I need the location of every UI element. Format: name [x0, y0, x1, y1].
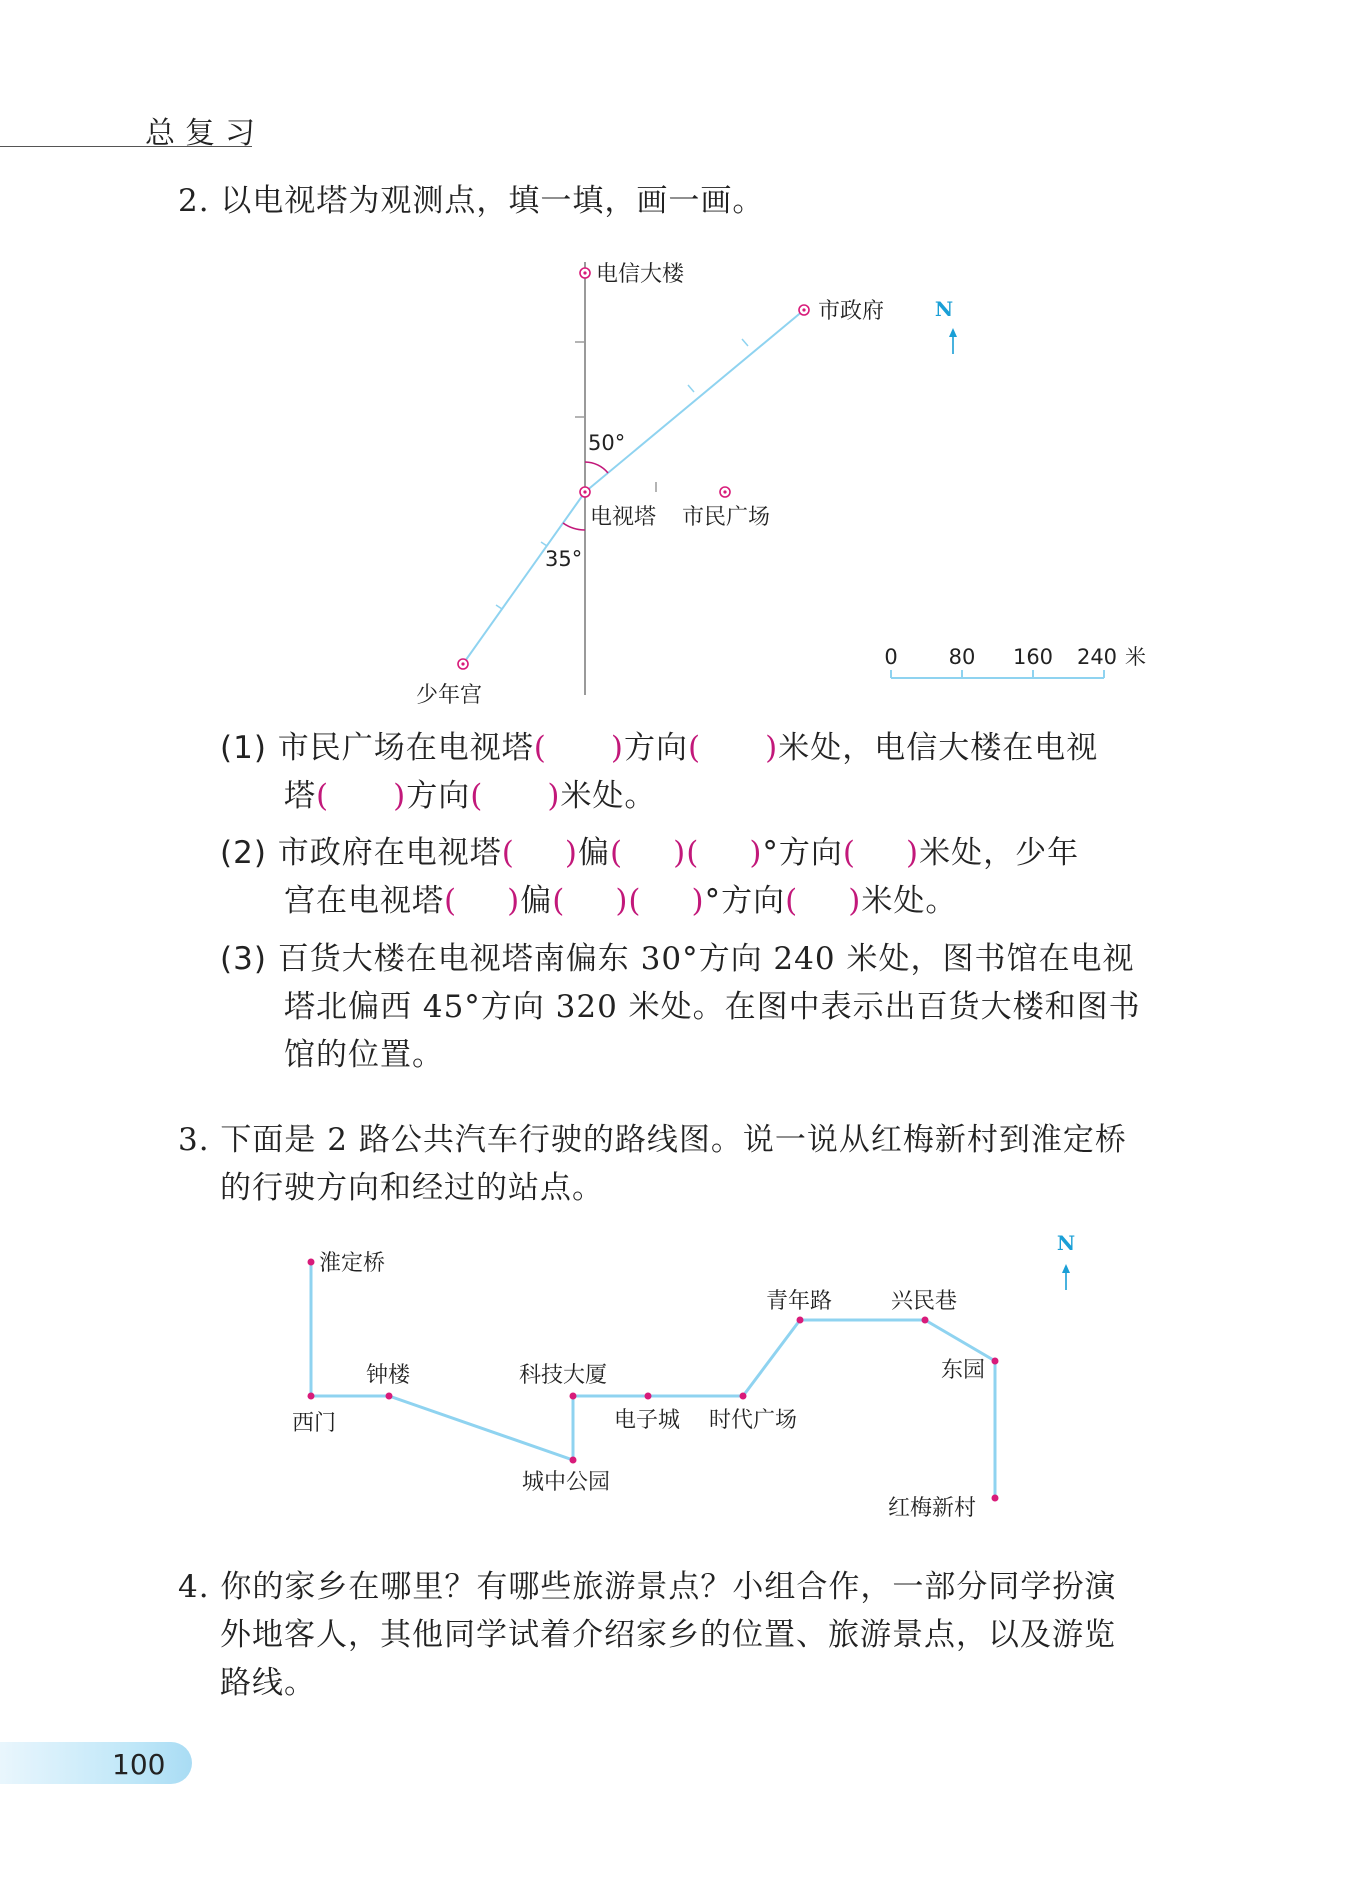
ray-city-hall	[585, 310, 804, 492]
label-telecom: 电信大楼	[596, 262, 685, 287]
sub-question-3-line-3: 馆的位置。	[284, 1037, 444, 1073]
stop-huaidingqiao	[308, 1259, 315, 1266]
stop-ximen	[308, 1393, 315, 1400]
svg-text:N: N	[934, 297, 954, 321]
bus-route-map	[0, 1220, 1353, 1540]
north-arrow-2	[1057, 1231, 1075, 1290]
stop-qingnian	[797, 1317, 804, 1324]
stop-shidai	[740, 1393, 747, 1400]
svg-text:米: 米	[1125, 645, 1146, 669]
label-city-hall: 市政府	[818, 299, 885, 324]
point-plaza	[720, 487, 730, 497]
angle-arc-50	[585, 462, 608, 473]
svg-text:80: 80	[948, 645, 976, 669]
stop-keji	[570, 1393, 577, 1400]
page-number: 100	[112, 1748, 166, 1781]
svg-text:N: N	[1056, 1231, 1076, 1255]
label-dongyuan: 东园	[941, 1358, 986, 1383]
svg-text:160: 160	[1012, 645, 1054, 669]
sub-question-2-line-1: (2) 市政府在电视塔( )偏( )( )°方向( )米处，少年	[220, 835, 1080, 871]
point-telecom	[580, 268, 590, 278]
label-hongmei: 红梅新村	[888, 1496, 977, 1521]
label-zhonglou: 钟楼	[366, 1363, 411, 1388]
svg-text:0: 0	[884, 645, 898, 669]
question-4-line-1: 4. 你的家乡在哪里？有哪些旅游景点？小组合作，一部分同学扮演	[178, 1569, 1117, 1605]
label-xingmin: 兴民巷	[891, 1289, 958, 1314]
point-city-hall	[799, 305, 809, 315]
label-keji: 科技大厦	[519, 1363, 608, 1388]
label-plaza: 市民广场	[682, 505, 771, 530]
question-4-line-3: 路线。	[220, 1665, 316, 1701]
label-shidai: 时代广场	[709, 1408, 798, 1433]
north-arrow-1	[935, 297, 957, 354]
stop-zhonglou	[386, 1393, 393, 1400]
label-ximen: 西门	[292, 1411, 337, 1436]
question-2: 2. 以电视塔为观测点，填一填，画一画。	[178, 183, 765, 219]
point-tv-tower	[580, 487, 590, 497]
question-3-line-1: 3. 下面是 2 路公共汽车行驶的路线图。说一说从红梅新村到淮定桥	[178, 1122, 1127, 1158]
sub-question-1-line-1: (1) 市民广场在电视塔( )方向( )米处，电信大楼在电视	[220, 730, 1099, 766]
ray-youth-palace	[463, 492, 585, 664]
sub-question-3-line-1: (3) 百货大楼在电视塔南偏东 30°方向 240 米处，图书馆在电视	[220, 941, 1135, 977]
label-youth-palace: 少年宫	[416, 683, 483, 708]
section-title: 总复习	[145, 116, 265, 151]
stop-hongmei	[992, 1495, 999, 1502]
sub-question-3-line-2: 塔北偏西 45°方向 320 米处。在图中表示出百货大楼和图书	[284, 989, 1141, 1025]
point-youth-palace	[458, 659, 468, 669]
label-tv-tower: 电视塔	[590, 505, 657, 530]
label-qingnian: 青年路	[766, 1289, 833, 1314]
angle-label-50: 50°	[588, 431, 626, 455]
question-3-line-2: 的行驶方向和经过的站点。	[220, 1170, 604, 1206]
direction-map	[0, 0, 1353, 720]
sub-question-1-line-2: 塔( )方向( )米处。	[284, 778, 657, 814]
label-dianzi: 电子城	[614, 1408, 681, 1433]
stop-dongyuan	[992, 1358, 999, 1365]
stop-xingmin	[922, 1317, 929, 1324]
scale-bar	[884, 645, 1146, 678]
angle-arc-35	[563, 523, 585, 530]
stop-dianzi	[645, 1393, 652, 1400]
stop-chengzhong	[570, 1457, 577, 1464]
question-4-line-2: 外地客人，其他同学试着介绍家乡的位置、旅游景点，以及游览	[220, 1617, 1116, 1653]
label-chengzhong: 城中公园	[522, 1470, 611, 1495]
label-huaidingqiao: 淮定桥	[319, 1251, 386, 1276]
angle-label-35: 35°	[545, 547, 583, 571]
sub-question-2-line-2: 宫在电视塔( )偏( )( )°方向( )米处。	[284, 883, 958, 919]
svg-text:240: 240	[1076, 645, 1118, 669]
